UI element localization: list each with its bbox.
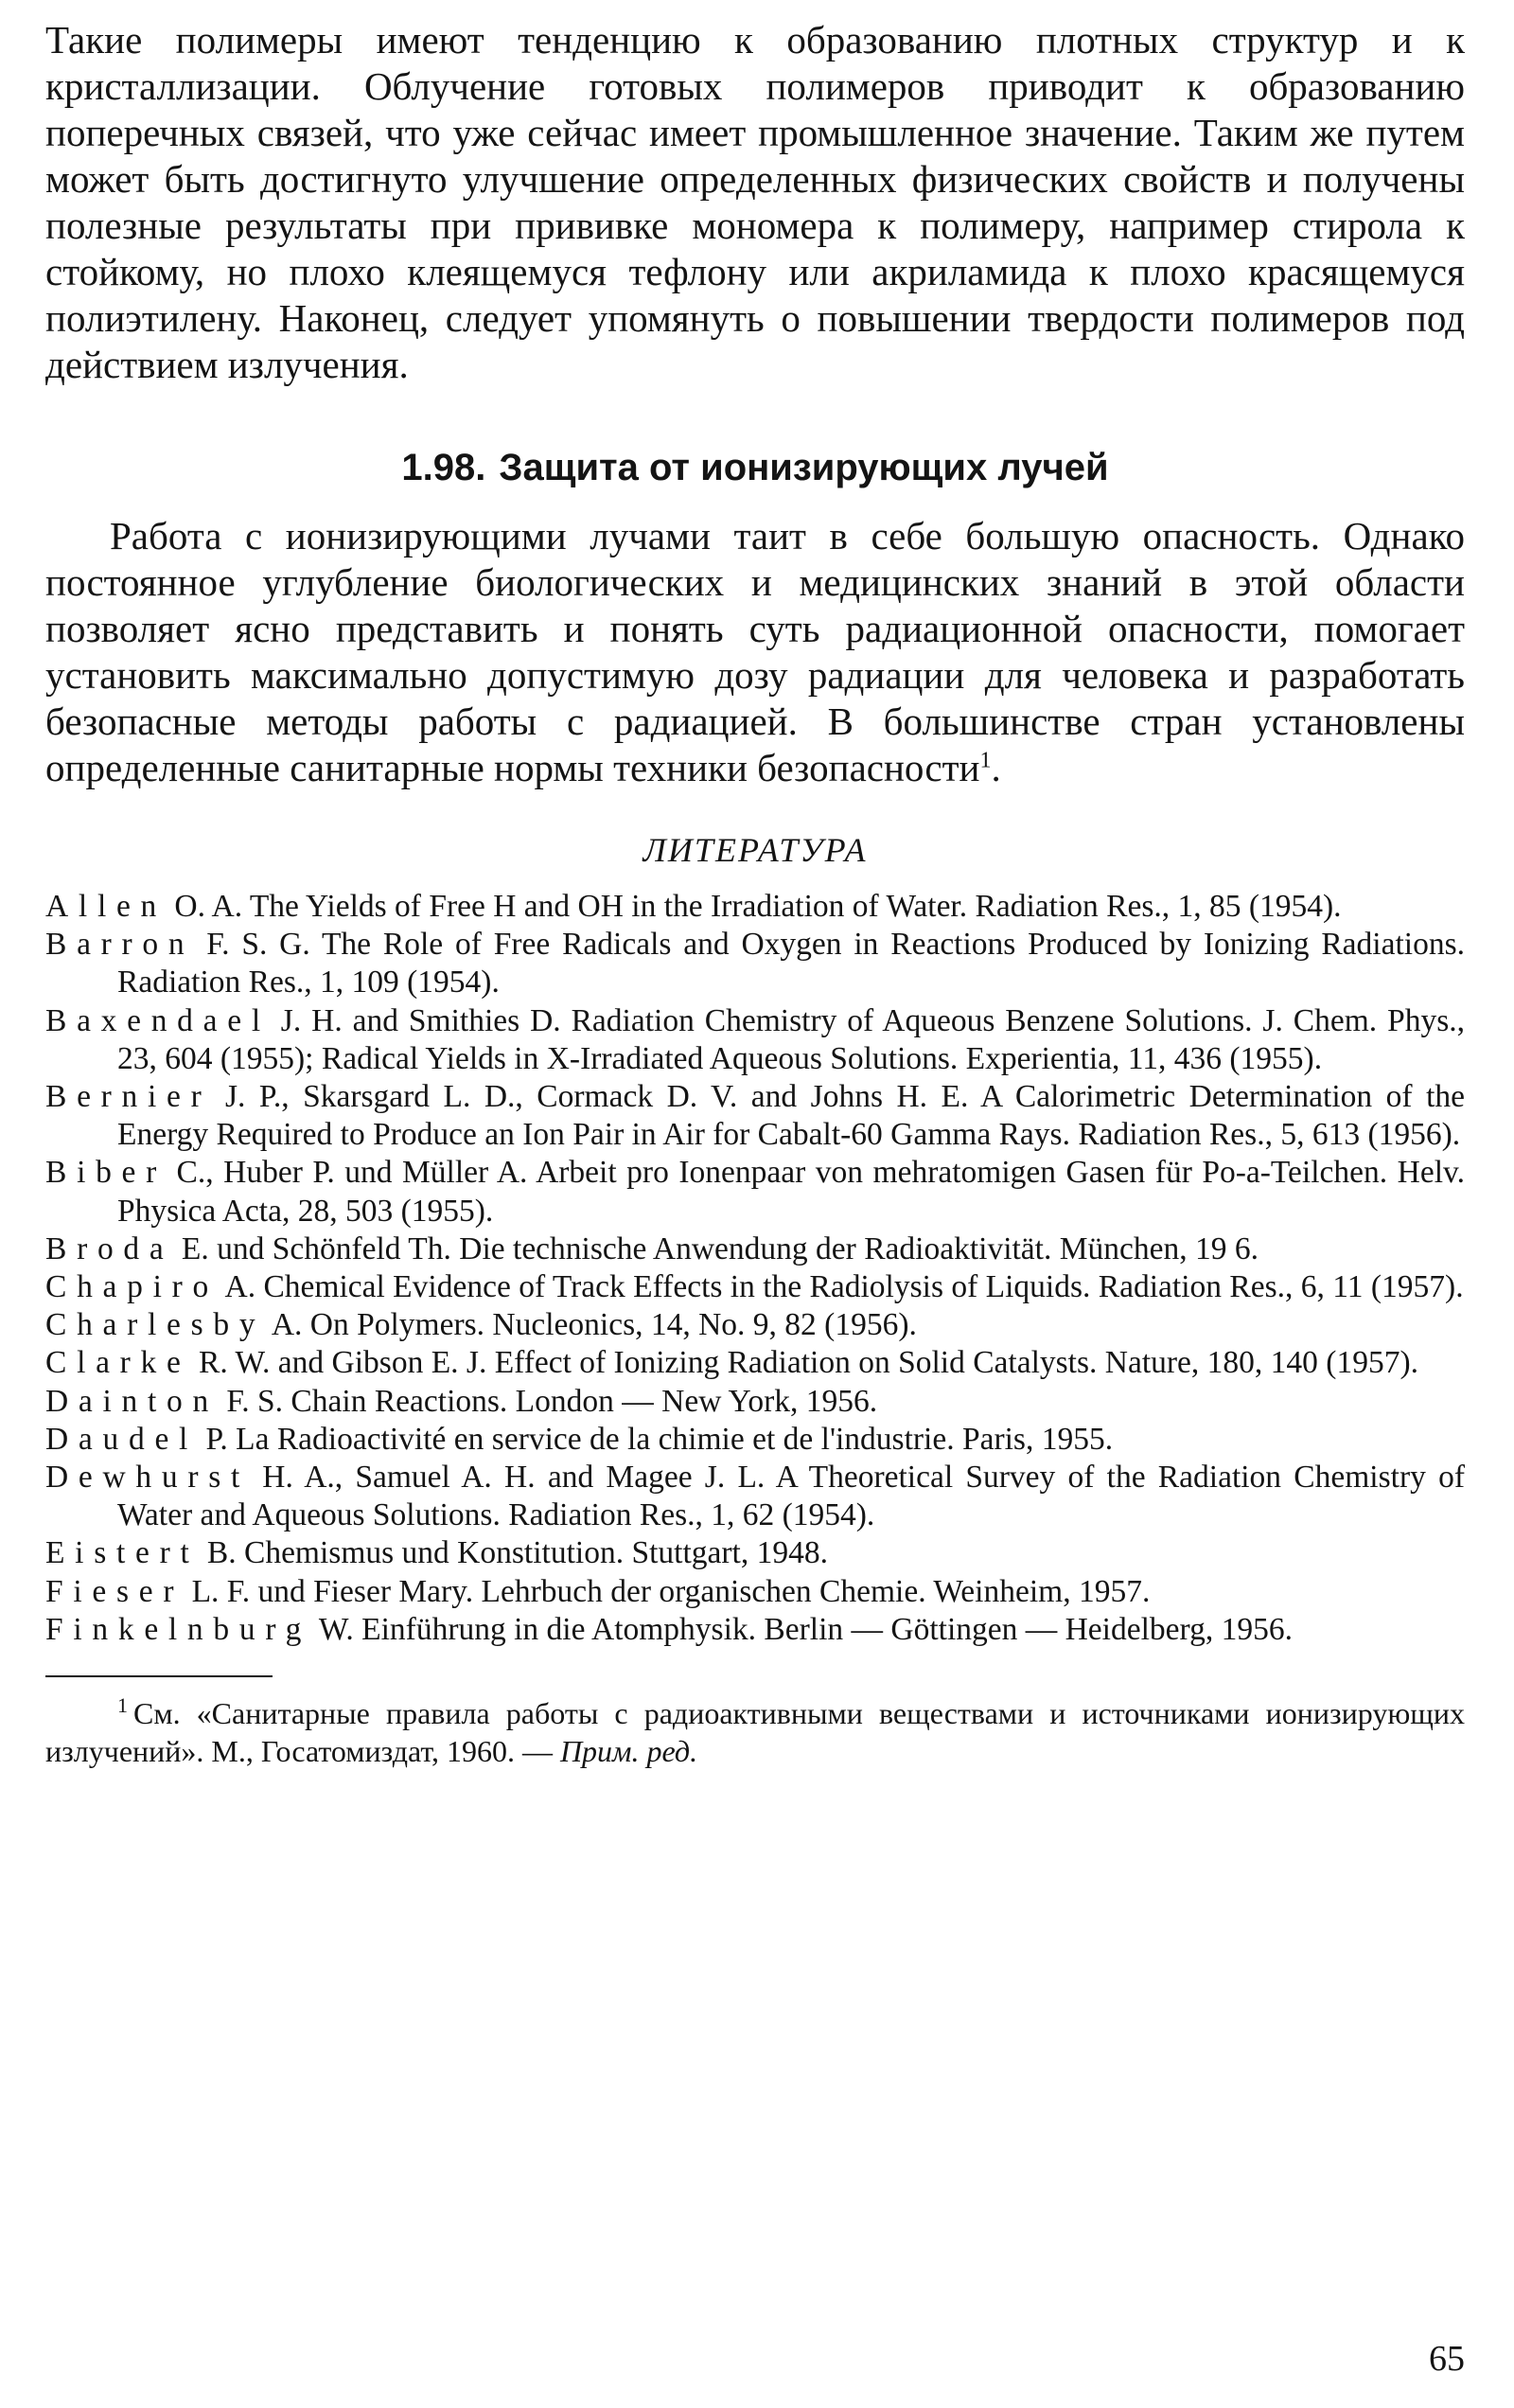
- literature-citation: B. Chemismus und Konstitution. Stuttgart, 1948.: [199, 1535, 828, 1571]
- literature-item: [45, 1611, 1465, 1649]
- literature-item: [45, 1231, 1465, 1268]
- intro-paragraph: Такие полимеры имеют тенденцию к образованию плотных структур и к кристаллизации. Облучение готовых полимеров приводит к образованию поперечных связей, что уже сейчас имеет промышленное значение. Таким же путем может быть достигнуто улучшение определенных физических свойств и получены полезные результаты при прививке мономера к полимеру, например стирола к стойкому, но плохо клеящемуся тефлону или акриламида к плохо красящемуся полиэтилену. Наконец, следует упомянуть о повышении твердости полимеров под действием излучения.: [45, 18, 1465, 386]
- section-title: [45, 445, 1465, 490]
- footnote-text: См. «Санитарные правила работы с радиоактивными веществами и источниками ионизирующих излучений». М., Госатомиздат, 1960. —: [45, 1696, 1465, 1769]
- literature-author: Chapiro: [45, 1269, 219, 1305]
- literature-item: [45, 1268, 1465, 1306]
- section-paragraph-end: .: [991, 746, 1001, 789]
- literature-citation: E. und Schönfeld Th. Die technische Anwendung der Radioaktivität. München, 19 6.: [173, 1231, 1259, 1266]
- literature-author: Fieser: [45, 1573, 185, 1609]
- literature-author: Dainton: [45, 1383, 219, 1419]
- literature-author: Daudel: [45, 1421, 199, 1457]
- section-title-text: Защита от ионизирующих лучей: [499, 447, 1109, 488]
- page-number: 65: [1429, 2339, 1465, 2379]
- literature-author: Barron: [45, 927, 195, 963]
- footnote-reference: 1: [979, 748, 992, 773]
- literature-citation: W. Einführung in die Atomphysik. Berlin — Göttingen — Heidelberg, 1956.: [311, 1611, 1293, 1647]
- literature-item: [45, 926, 1465, 1001]
- literature-item: [45, 1534, 1465, 1572]
- literature-item: [45, 1154, 1465, 1230]
- literature-author: Biber: [45, 1155, 167, 1191]
- footnote-divider: [45, 1675, 273, 1677]
- literature-citation: P. La Radioactivité en service de la chimie et de l'industrie. Paris, 1955.: [198, 1421, 1114, 1457]
- literature-item: [45, 1344, 1465, 1382]
- literature-citation: J. P., Skarsgard L. D., Cormack D. V. and Johns H. E. A Calorimetric Determination of the Energy Required to Produce an Ion Pair in Air for Cabalt-60 Gamma Rays. Radiation Res., 5, 613 (1956).: [117, 1079, 1465, 1153]
- literature-author: Charlesby: [45, 1307, 266, 1343]
- section-number: 1.98.: [401, 447, 486, 488]
- literature-citation: F. S. G. The Role of Free Radicals and Oxygen in Reactions Produced by Ionizing Radiations. Radiation Res., 1, 109 (1954).: [117, 927, 1465, 1000]
- page-content: [45, 17, 1465, 1770]
- literature-item: [45, 1383, 1465, 1421]
- section-paragraph-text: Работа с ионизирующими лучами таит в себе большую опасность. Однако постоянное углубление биологических и медицинских знаний в этой области позволяет ясно представить и понять суть радиационной опасности, помогает установить максимально допустимую дозу радиации для человека и разработать безопасные методы работы с радиацией. В большинстве стран установлены определенные санитарные нормы техники безопасности: [45, 514, 1465, 789]
- literature-author: Clarke: [45, 1345, 191, 1381]
- footnote-editor-note: Прим. ред.: [559, 1734, 698, 1769]
- literature-author: Finkelnburg: [45, 1611, 312, 1647]
- literature-item: [45, 1573, 1465, 1611]
- literature-citation: R. W. and Gibson E. J. Effect of Ionizing Radiation on Solid Catalysts. Nature, 180, 140 (1957).: [190, 1345, 1418, 1381]
- literature-author: Baxendael: [45, 1002, 271, 1038]
- literature-item: [45, 1078, 1465, 1154]
- literature-item: [45, 1421, 1465, 1459]
- literature-citation: A. Chemical Evidence of Track Effects in the Radiolysis of Liquids. Radiation Res., 6, 11 (1957).: [218, 1269, 1464, 1305]
- literature-item: [45, 1002, 1465, 1078]
- literature-citation: A. On Polymers. Nucleonics, 14, No. 9, 82 (1956).: [265, 1307, 917, 1343]
- literature-citation: C., Huber P. und Müller A. Arbeit pro Ionenpaar von mehratomigen Gasen für Po-a-Teilchen. Helv. Physica Acta, 28, 503 (1955).: [117, 1155, 1465, 1229]
- footnote: [45, 1694, 1465, 1770]
- section-paragraph: [45, 513, 1465, 791]
- literature-item: [45, 1306, 1465, 1344]
- literature-list: [45, 888, 1465, 1649]
- literature-citation: J. H. and Smithies D. Radiation Chemistry of Aqueous Benzene Solutions. J. Chem. Phys., 23, 604 (1955); Radical Yields in X-Irradiated Aqueous Solutions. Experientia, 11, 436 (1955).: [117, 1002, 1465, 1076]
- footnote-marker: 1: [117, 1693, 128, 1718]
- literature-author: Broda: [45, 1231, 174, 1266]
- literature-citation: H. A., Samuel A. H. and Magee J. L. A Theoretical Survey of the Radiation Chemistry of Water and Aqueous Solutions. Radiation Res., 1, 62 (1954).: [117, 1460, 1465, 1533]
- literature-citation: O. A. The Yields of Free H and OH in the Irradiation of Water. Radiation Res., 1, 85 (1954).: [167, 889, 1342, 924]
- literature-author: Bernier: [45, 1079, 212, 1115]
- literature-author: Eistert: [45, 1535, 200, 1571]
- literature-heading: ЛИТЕРАТУРА: [643, 831, 868, 869]
- literature-item: [45, 888, 1465, 926]
- literature-item: [45, 1459, 1465, 1534]
- literature-citation: F. S. Chain Reactions. London — New York, 1956.: [218, 1383, 878, 1419]
- literature-citation: L. F. und Fieser Mary. Lehrbuch der organischen Chemie. Weinheim, 1957.: [184, 1573, 1151, 1609]
- literature-author: Allen: [45, 889, 167, 924]
- literature-author: Dewhurst: [45, 1460, 251, 1496]
